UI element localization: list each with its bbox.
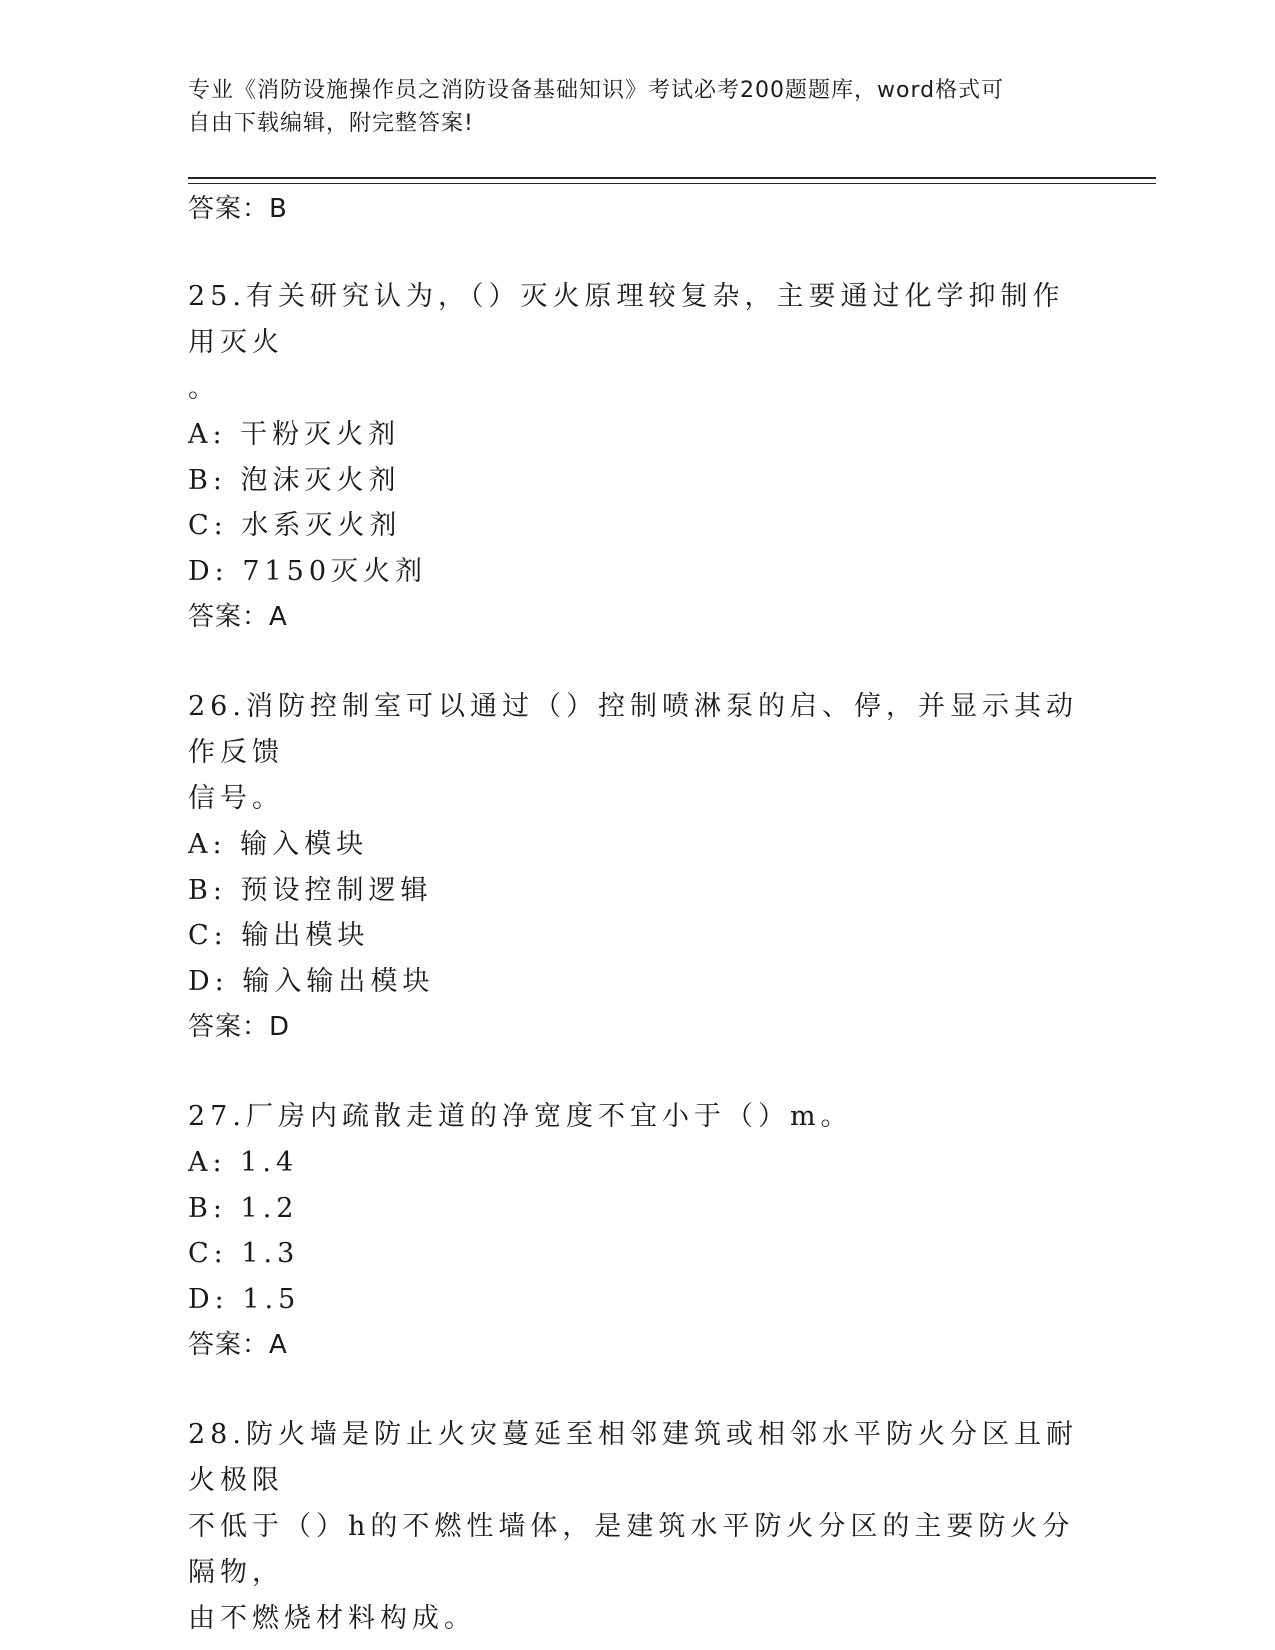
option-d: D: 1.5 bbox=[188, 1283, 301, 1315]
header-line-1: 专业《消防设施操作员之消防设备基础知识》考试必考200题题库，word格式可 bbox=[188, 78, 1005, 103]
question-stem: 。 bbox=[188, 373, 220, 404]
header-rule-thin bbox=[188, 183, 1156, 184]
option-a: A: 输入模块 bbox=[188, 829, 369, 860]
question-26 bbox=[188, 684, 1088, 1050]
answer-line: 答案：A bbox=[188, 602, 288, 632]
answer-line: 答案：D bbox=[188, 1012, 291, 1042]
option-c: C: 1.3 bbox=[188, 1238, 300, 1269]
question-27 bbox=[188, 1094, 1088, 1368]
question-list bbox=[188, 186, 1088, 1642]
question-stem: 27.厂房内疏散走道的净宽度不宜小于（）m。 bbox=[188, 1101, 853, 1132]
option-a: A: 1.4 bbox=[188, 1147, 299, 1178]
question-stem: 28.防火墙是防止火灾蔓延至相邻建筑或相邻水平防火分区且耐火极限 bbox=[188, 1419, 1078, 1496]
option-b: B: 1.2 bbox=[188, 1192, 299, 1224]
option-c: C: 水系灭火剂 bbox=[188, 510, 402, 541]
question-28 bbox=[188, 1412, 1088, 1642]
option-d: D: 输入输出模块 bbox=[188, 965, 435, 997]
answer-line: 答案：A bbox=[188, 1330, 288, 1360]
question-stem: 25.有关研究认为，（）灭火原理较复杂，主要通过化学抑制作用灭火 bbox=[188, 281, 1065, 358]
question-stem: 26.消防控制室可以通过（）控制喷淋泵的启、停，并显示其动作反馈 bbox=[188, 691, 1078, 768]
option-d: D: 7150灭火剂 bbox=[188, 555, 428, 587]
header-line-2: 自由下载编辑，附完整答案! bbox=[188, 111, 474, 136]
option-b: B: 预设控制逻辑 bbox=[188, 874, 433, 906]
answer-line: 答案：B bbox=[188, 194, 288, 224]
option-b: B: 泡沫灭火剂 bbox=[188, 464, 401, 496]
header-rule-thick bbox=[188, 177, 1156, 179]
question-stem: 由不燃烧材料构成。 bbox=[188, 1603, 476, 1634]
question-stem: 信号。 bbox=[188, 783, 284, 814]
page-header bbox=[188, 74, 1068, 140]
question-25 bbox=[188, 274, 1088, 640]
question-stem: 不低于（）h的不燃性墙体，是建筑水平防火分区的主要防火分隔物， bbox=[188, 1511, 1075, 1588]
option-c: C: 输出模块 bbox=[188, 920, 370, 951]
option-a: A: 干粉灭火剂 bbox=[188, 419, 401, 450]
